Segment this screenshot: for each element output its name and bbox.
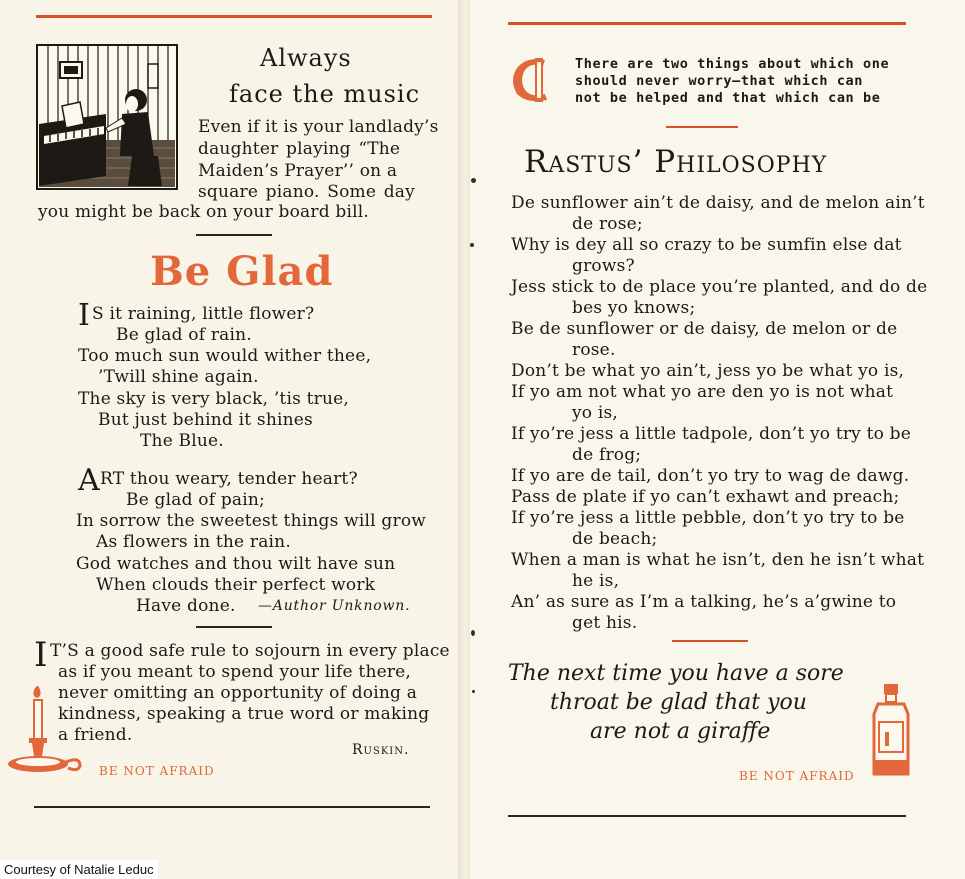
top-rule-left xyxy=(36,15,432,18)
ruskin-first: T’S a good safe rule to sojourn in every place xyxy=(50,641,450,661)
rastus-line-2: de rose; xyxy=(572,214,643,234)
glad-s1-first: S it raining, little flower? xyxy=(92,304,315,324)
glad-s2-line-1: Be glad of pain; xyxy=(126,490,265,510)
rastus-line-17: de beach; xyxy=(572,529,658,549)
rastus-title: Rastus’ Philosophy xyxy=(524,144,828,180)
ornamental-c-icon xyxy=(505,54,555,106)
rastus-line-13: de frog; xyxy=(572,445,642,465)
music-line-4: square piano. Some day xyxy=(198,182,415,202)
glad-attribution: —Author Unknown. xyxy=(258,598,411,614)
ruskin-author: Ruskin. xyxy=(352,742,410,758)
rastus-line-19: he is, xyxy=(572,571,620,591)
page-gutter xyxy=(458,0,470,879)
rastus-line-11: yo is, xyxy=(572,403,619,423)
rastus-line-7: Be de sunflower or de daisy, de melon or de xyxy=(511,319,898,339)
glad-s2-line-6: Have done. xyxy=(136,596,236,616)
music-line-3: Maiden’s Prayer’’ on a xyxy=(198,161,398,181)
rastus-line-18: When a man is what he isn’t, den he isn’t what xyxy=(511,550,925,570)
rastus-line-8: rose. xyxy=(572,340,616,360)
music-line-2: daughter playing “The xyxy=(198,139,401,159)
left-footer-be-not-afraid: BE NOT AFRAID xyxy=(99,764,215,778)
be-glad-title: Be Glad xyxy=(150,248,334,295)
glad-s2-line-3: As flowers in the rain. xyxy=(96,532,291,552)
music-title-line1: Always xyxy=(260,44,352,72)
glad-s1-line-2: Too much sun would wither thee, xyxy=(78,346,372,366)
rastus-line-12: If yo’re jess a little tadpole, don’t yo try to be xyxy=(511,424,912,444)
glad-s2-line-5: When clouds their perfect work xyxy=(96,575,376,595)
drop-cap-a: A xyxy=(78,463,100,498)
divider-rastus xyxy=(672,640,748,642)
rastus-line-21: get his. xyxy=(572,613,638,633)
print-speck xyxy=(471,630,475,636)
rastus-line-6: bes yo knows; xyxy=(572,298,696,318)
rastus-line-15: Pass de plate if yo can’t exhawt and preach; xyxy=(511,487,900,507)
print-speck xyxy=(471,178,476,183)
rastus-line-20: An’ as sure as I’m a talking, he’s a’gwine to xyxy=(511,592,897,612)
music-title-line2: face the music xyxy=(229,80,421,108)
glad-s1-line-4: The sky is very black, ’tis true, xyxy=(78,389,350,409)
worry-line-3: not be helped and that which can be xyxy=(575,90,881,106)
glad-s2-line-4: God watches and thou wilt have sun xyxy=(76,554,396,574)
print-speck xyxy=(472,690,475,693)
ruskin-line-2: never omitting an opportunity of doing a xyxy=(58,683,418,703)
piano-illustration xyxy=(36,44,178,190)
drop-cap-i-1: I xyxy=(78,298,90,333)
rastus-line-14: If yo are de tail, don’t yo try to wag de dawg. xyxy=(511,466,910,486)
glad-s1-line-5: But just behind it shines xyxy=(98,410,313,430)
rastus-line-3: Why is dey all so crazy to be sumfin else dat xyxy=(511,235,902,255)
divider-worry xyxy=(666,126,738,128)
rastus-line-16: If yo’re jess a little pebble, don’t yo try to be xyxy=(511,508,905,528)
right-footer-be-not-afraid: BE NOT AFRAID xyxy=(739,769,855,783)
rastus-line-10: If yo am not what yo are den yo is not what xyxy=(511,382,894,402)
ruskin-line-4: a friend. xyxy=(58,725,133,745)
glad-s1-line-6: The Blue. xyxy=(140,431,224,451)
bottom-rule-left xyxy=(34,806,430,808)
rastus-line-9: Don’t be what yo ain’t, jess yo be what yo is, xyxy=(511,361,905,381)
divider-glad xyxy=(196,626,272,628)
drop-cap-i-2: I xyxy=(34,635,48,675)
music-line-1: Even if it is your landlady’s xyxy=(198,117,439,137)
print-speck xyxy=(470,243,474,247)
giraffe-line-3: are not a giraffe xyxy=(590,719,771,744)
glad-s2-line-2: In sorrow the sweetest things will grow xyxy=(76,511,426,531)
rastus-line-4: grows? xyxy=(572,256,635,276)
glad-s2-first: RT thou weary, tender heart? xyxy=(100,469,358,489)
worry-line-2: should never worry—that which can xyxy=(575,73,864,89)
worry-line-1: There are two things about which one xyxy=(575,56,890,72)
glad-s1-line-3: ’Twill shine again. xyxy=(98,367,259,387)
candle-icon xyxy=(4,682,86,778)
ruskin-line-3: kindness, speaking a true word or making xyxy=(58,704,430,724)
bottle-icon xyxy=(870,682,912,778)
giraffe-line-1: The next time you have a sore xyxy=(508,661,844,686)
ruskin-line-1: as if you meant to spend your life there, xyxy=(58,662,412,682)
giraffe-line-2: throat be glad that you xyxy=(550,690,807,715)
image-credit-caption: Courtesy of Natalie Leduc xyxy=(0,860,158,879)
glad-s1-line-1: Be glad of rain. xyxy=(116,325,252,345)
rastus-line-1: De sunflower ain’t de daisy, and de melon ain’t xyxy=(511,193,925,213)
bottom-rule-right xyxy=(508,815,906,817)
divider-music xyxy=(196,234,272,236)
music-line-5: you might be back on your board bill. xyxy=(38,202,369,222)
top-rule-right xyxy=(508,22,906,25)
rastus-line-5: Jess stick to de place you’re planted, and do de xyxy=(511,277,928,297)
